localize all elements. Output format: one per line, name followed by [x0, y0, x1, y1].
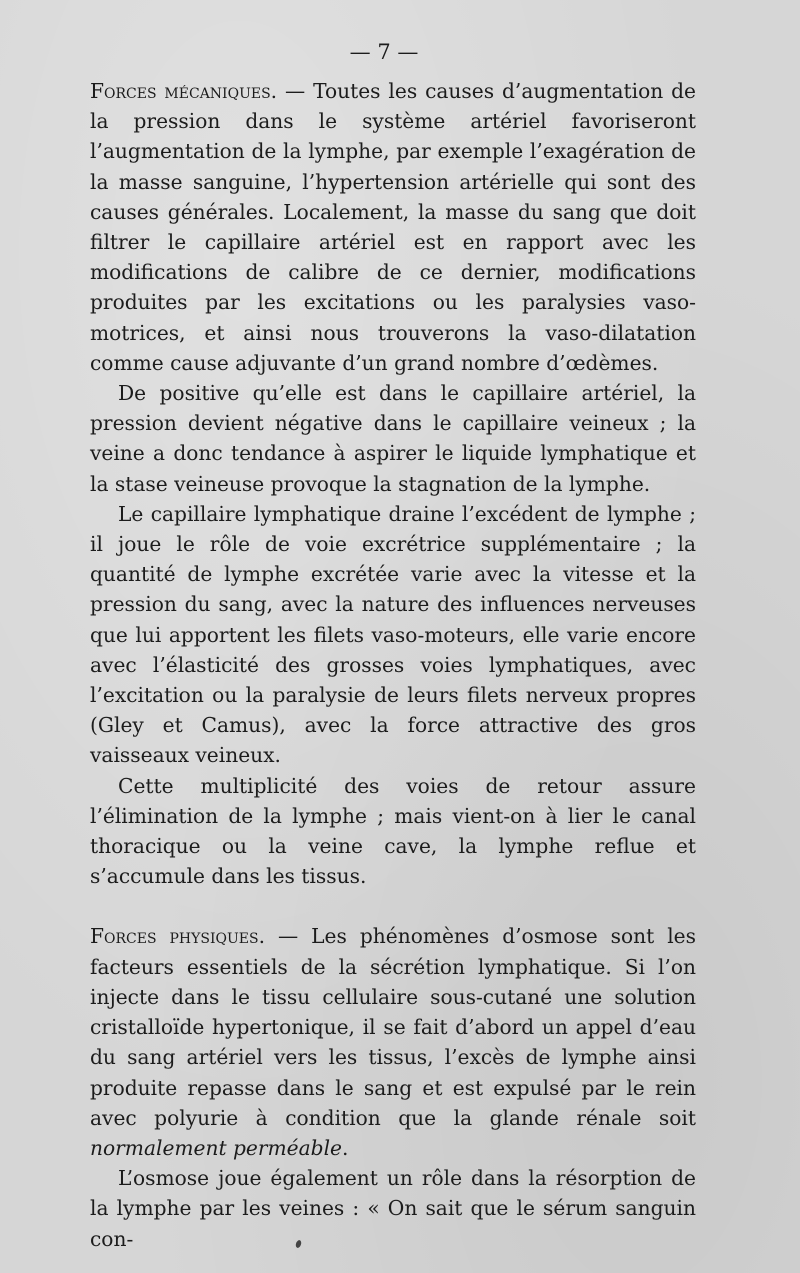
section-heading-forces-physiques: Forces physiques.: [90, 924, 266, 949]
emphasis-punctuation: .: [341, 1135, 349, 1160]
paragraph-forces-mecaniques: [90, 76, 696, 378]
section-gap: [90, 891, 696, 921]
emphasis-text: normalement perméable: [90, 1135, 342, 1160]
section-heading-forces-mecaniques: Forces mécaniques.: [90, 79, 278, 103]
paragraph-capillaire-lymphatique: Le capillaire lymphatique draine l’excédent de lymphe ; il joue le rôle de voie excrétrice supplémentaire ; la quantité de lymphe excrétée varie avec la vitesse et la pression du sang, avec la nature des influences nerveuses que lui apportent les filets vaso-moteurs, elle varie encore avec l’élasticité des grosses voies lymphatiques, avec l’excitation ou la paralysie de leurs filets nerveux propres (Gley et Camus), avec la force attractive des gros vaisseaux veineux.: [90, 501, 696, 768]
paragraph-osmose-resorption: L’osmose joue également un rôle dans la résorption de la lymphe par les veines : « On sait que le sérum sanguin con-: [90, 1166, 696, 1251]
page-text: [90, 30, 696, 1254]
paragraph-text: — Les phénomènes d’osmose sont les facteurs essentiels de la sécrétion lymphatique. Si l’on injecte dans le tissu cellulaire sous-cutané une solution cristalloïde hypertonique, il se fait d’abord un appel d’eau du sang artériel vers les tissus, l’excès de lymphe ainsi produite repasse dans le sang et est expulsé par le rein avec polyurie à condition que la glande rénale soit: [90, 924, 696, 1130]
paragraph-forces-physiques: [90, 921, 696, 1163]
page-number: — 7 —: [349, 40, 419, 64]
paragraph-voies-de-retour: Cette multiplicité des voies de retour assure l’élimination de la lymphe ; mais vient-on à lier le canal thoracique ou la veine cave, la lymphe reflue et s’accumule dans les tissus.: [90, 773, 696, 889]
paragraph-pression-negative: De positive qu’elle est dans le capillaire artériel, la pression devient négative dans le capillaire veineux ; la veine a donc tendance à aspirer le liquide lymphatique et la stase veineuse provoque la stagnation de la lymphe.: [90, 381, 696, 496]
paragraph-text: — Toutes les causes d’augmentation de la pression dans le système artériel favoriseront l’augmentation de la lymphe, par exemple l’exagération de la masse sanguine, l’hypertension artérielle qui sont des causes générales. Localement, la masse du sang que doit filtrer le capillaire artériel est en rapport avec les modifications de calibre de ce dernier, modifications produites par les excitations ou les paralysies vaso-motrices, et ainsi nous trouverons la vaso-dilatation comme cause adjuvante d’un grand nombre d’œdèmes.: [90, 79, 696, 375]
